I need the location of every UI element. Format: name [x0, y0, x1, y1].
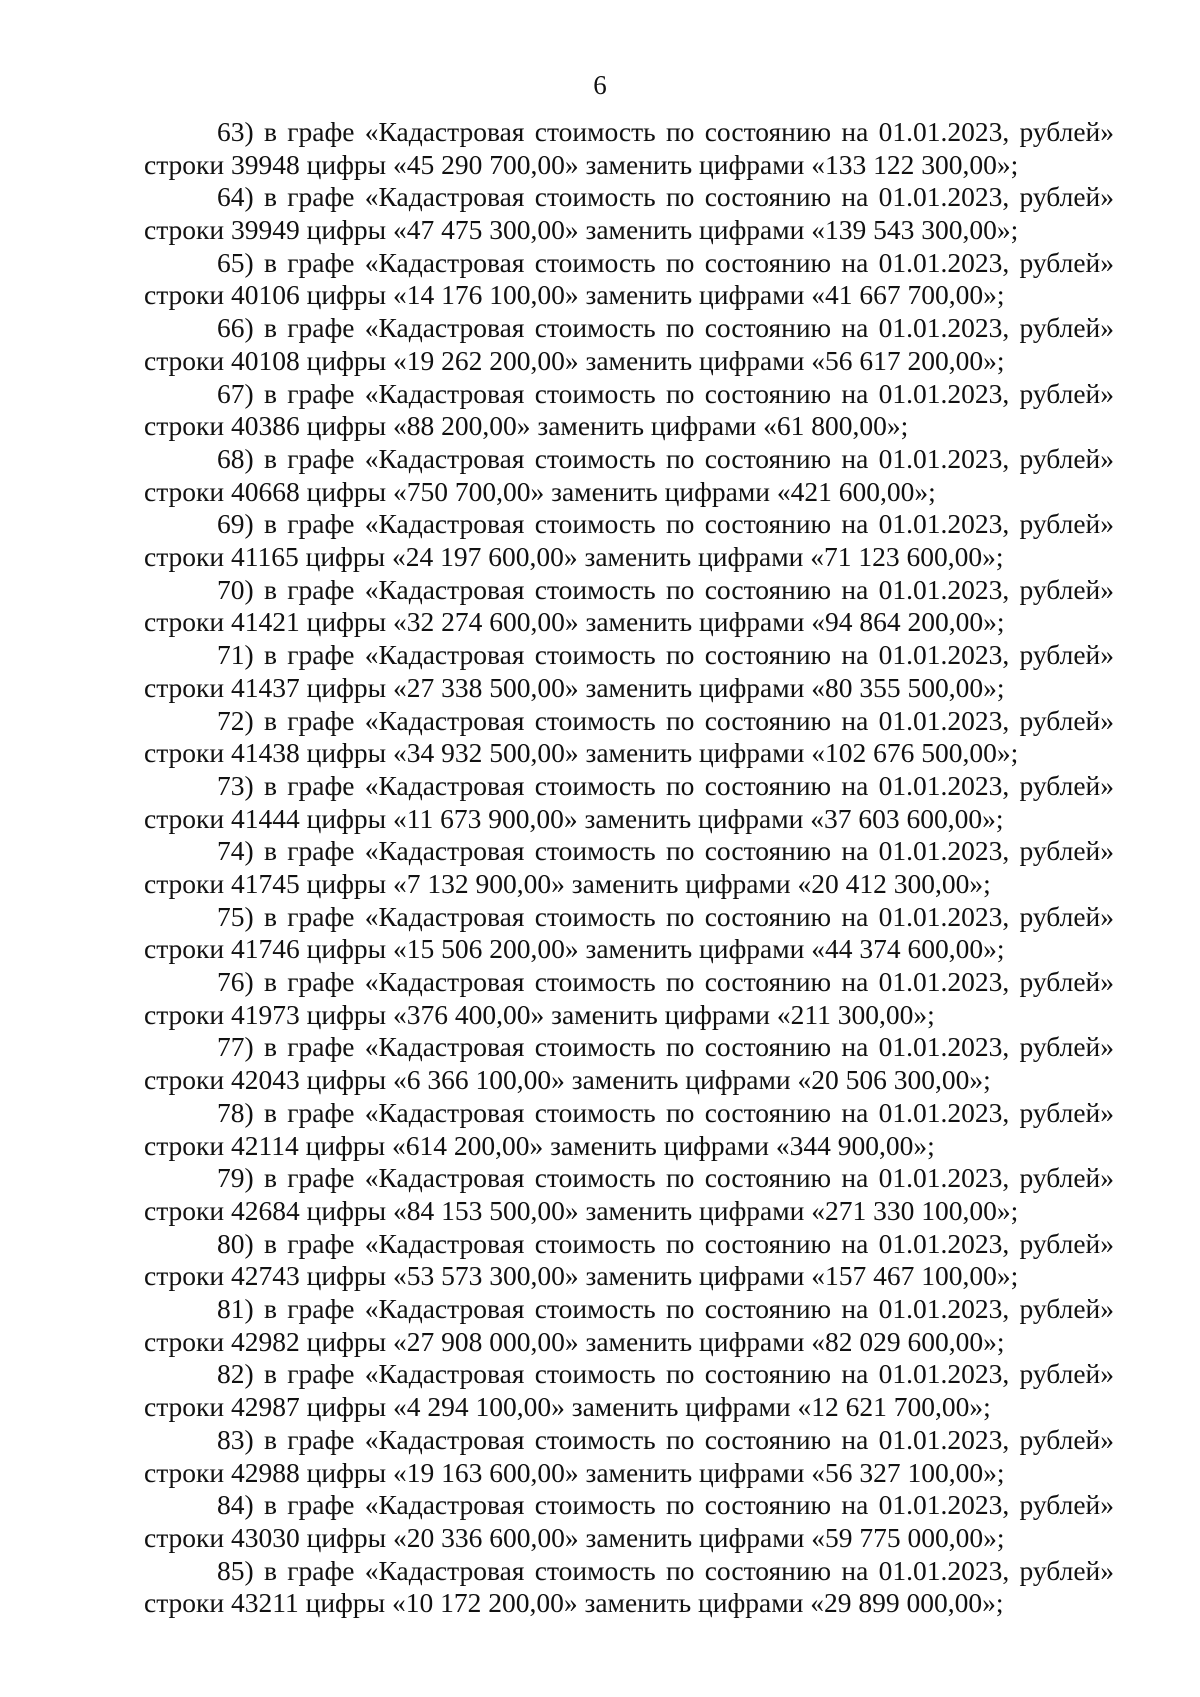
item-text-line-2: строки 39948 цифры «45 290 700,00» заменить цифрами «133 122 300,00»; — [144, 148, 1019, 180]
item-text-line-1: 68) в графе «Кадастровая стоимость по состоянию на 01.01.2023, рублей» — [217, 442, 1114, 474]
item-text-line-1: 75) в графе «Кадастровая стоимость по состоянию на 01.01.2023, рублей» — [217, 900, 1114, 932]
item-text-line-2: строки 42988 цифры «19 163 600,00» заменить цифрами «56 327 100,00»; — [144, 1456, 1005, 1488]
item-text-line-1: 73) в графе «Кадастровая стоимость по состоянию на 01.01.2023, рублей» — [217, 769, 1114, 801]
item-text-line-2: строки 42114 цифры «614 200,00» заменить цифрами «344 900,00»; — [144, 1129, 935, 1161]
item-text-line-2: строки 42043 цифры «6 366 100,00» заменить цифрами «20 506 300,00»; — [144, 1064, 991, 1096]
list-item — [144, 116, 1114, 181]
item-text-line-2: строки 41165 цифры «24 197 600,00» заменить цифрами «71 123 600,00»; — [144, 541, 1004, 573]
item-text-line-2: строки 42982 цифры «27 908 000,00» заменить цифрами «82 029 600,00»; — [144, 1325, 1005, 1357]
item-text-line-2: строки 40108 цифры «19 262 200,00» заменить цифрами «56 617 200,00»; — [144, 344, 1005, 376]
item-text-line-1: 81) в графе «Кадастровая стоимость по состоянию на 01.01.2023, рублей» — [217, 1293, 1114, 1325]
item-text-line-1: 82) в графе «Кадастровая стоимость по состоянию на 01.01.2023, рублей» — [217, 1358, 1114, 1390]
list-item — [144, 770, 1114, 835]
item-text-line-1: 76) в графе «Кадастровая стоимость по состоянию на 01.01.2023, рублей» — [217, 966, 1114, 998]
item-text-line-1: 79) в графе «Кадастровая стоимость по состоянию на 01.01.2023, рублей» — [217, 1162, 1114, 1194]
list-item — [144, 705, 1114, 770]
item-text-line-2: строки 41745 цифры «7 132 900,00» заменить цифрами «20 412 300,00»; — [144, 867, 991, 899]
item-text-line-1: 80) в графе «Кадастровая стоимость по состоянию на 01.01.2023, рублей» — [217, 1227, 1114, 1259]
item-text-line-2: строки 41973 цифры «376 400,00» заменить цифрами «211 300,00»; — [144, 998, 935, 1030]
page-number: 6 — [593, 70, 607, 100]
list-item — [144, 508, 1114, 573]
item-text-line-1: 84) в графе «Кадастровая стоимость по состоянию на 01.01.2023, рублей» — [217, 1489, 1114, 1521]
document-body — [144, 116, 1114, 1620]
list-item — [144, 1489, 1114, 1554]
item-text-line-1: 77) в графе «Кадастровая стоимость по состоянию на 01.01.2023, рублей» — [217, 1031, 1114, 1063]
item-text-line-1: 65) в графе «Кадастровая стоимость по состоянию на 01.01.2023, рублей» — [217, 246, 1114, 278]
list-item — [144, 1162, 1114, 1227]
item-text-line-1: 64) в графе «Кадастровая стоимость по состоянию на 01.01.2023, рублей» — [217, 181, 1114, 213]
item-text-line-2: строки 43030 цифры «20 336 600,00» заменить цифрами «59 775 000,00»; — [144, 1521, 1005, 1553]
list-item — [144, 247, 1114, 312]
item-text-line-2: строки 42743 цифры «53 573 300,00» заменить цифрами «157 467 100,00»; — [144, 1260, 1019, 1292]
item-text-line-2: строки 41746 цифры «15 506 200,00» заменить цифрами «44 374 600,00»; — [144, 933, 1005, 965]
list-item — [144, 1424, 1114, 1489]
item-text-line-1: 67) в графе «Кадастровая стоимость по состоянию на 01.01.2023, рублей» — [217, 377, 1114, 409]
item-text-line-1: 70) в графе «Кадастровая стоимость по состоянию на 01.01.2023, рублей» — [217, 573, 1114, 605]
list-item — [144, 1031, 1114, 1096]
item-text-line-1: 71) в графе «Кадастровая стоимость по состоянию на 01.01.2023, рублей» — [217, 639, 1114, 671]
item-text-line-2: строки 41444 цифры «11 673 900,00» заменить цифрами «37 603 600,00»; — [144, 802, 1004, 834]
item-text-line-1: 74) в графе «Кадастровая стоимость по состоянию на 01.01.2023, рублей» — [217, 835, 1114, 867]
item-text-line-2: строки 39949 цифры «47 475 300,00» заменить цифрами «139 543 300,00»; — [144, 214, 1019, 246]
list-item — [144, 378, 1114, 443]
list-item — [144, 181, 1114, 246]
item-text-line-1: 83) в графе «Кадастровая стоимость по состоянию на 01.01.2023, рублей» — [217, 1423, 1114, 1455]
item-text-line-2: строки 42987 цифры «4 294 100,00» заменить цифрами «12 621 700,00»; — [144, 1391, 991, 1423]
item-text-line-1: 69) в графе «Кадастровая стоимость по состоянию на 01.01.2023, рублей» — [217, 508, 1114, 540]
list-item — [144, 966, 1114, 1031]
list-item — [144, 443, 1114, 508]
list-item — [144, 1228, 1114, 1293]
list-item — [144, 574, 1114, 639]
item-text-line-2: строки 40106 цифры «14 176 100,00» заменить цифрами «41 667 700,00»; — [144, 279, 1005, 311]
list-item — [144, 639, 1114, 704]
item-text-line-2: строки 41438 цифры «34 932 500,00» заменить цифрами «102 676 500,00»; — [144, 737, 1019, 769]
list-item — [144, 901, 1114, 966]
item-text-line-1: 72) в графе «Кадастровая стоимость по состоянию на 01.01.2023, рублей» — [217, 704, 1114, 736]
item-text-line-1: 85) в графе «Кадастровая стоимость по состоянию на 01.01.2023, рублей» — [217, 1554, 1114, 1586]
list-item — [144, 835, 1114, 900]
item-text-line-2: строки 40668 цифры «750 700,00» заменить цифрами «421 600,00»; — [144, 475, 936, 507]
item-text-line-2: строки 41421 цифры «32 274 600,00» заменить цифрами «94 864 200,00»; — [144, 606, 1005, 638]
item-text-line-2: строки 40386 цифры «88 200,00» заменить цифрами «61 800,00»; — [144, 410, 909, 442]
list-item — [144, 1555, 1114, 1620]
item-text-line-2: строки 41437 цифры «27 338 500,00» заменить цифрами «80 355 500,00»; — [144, 671, 1005, 703]
item-text-line-2: строки 42684 цифры «84 153 500,00» заменить цифрами «271 330 100,00»; — [144, 1194, 1019, 1226]
list-item — [144, 1097, 1114, 1162]
item-text-line-1: 78) в графе «Кадастровая стоимость по состоянию на 01.01.2023, рублей» — [217, 1096, 1114, 1128]
item-text-line-1: 63) в графе «Кадастровая стоимость по состоянию на 01.01.2023, рублей» — [217, 116, 1114, 147]
item-text-line-2: строки 43211 цифры «10 172 200,00» заменить цифрами «29 899 000,00»; — [144, 1587, 1004, 1619]
list-item — [144, 1293, 1114, 1358]
item-text-line-1: 66) в графе «Кадастровая стоимость по состоянию на 01.01.2023, рублей» — [217, 312, 1114, 344]
list-item — [144, 312, 1114, 377]
list-item — [144, 1358, 1114, 1423]
